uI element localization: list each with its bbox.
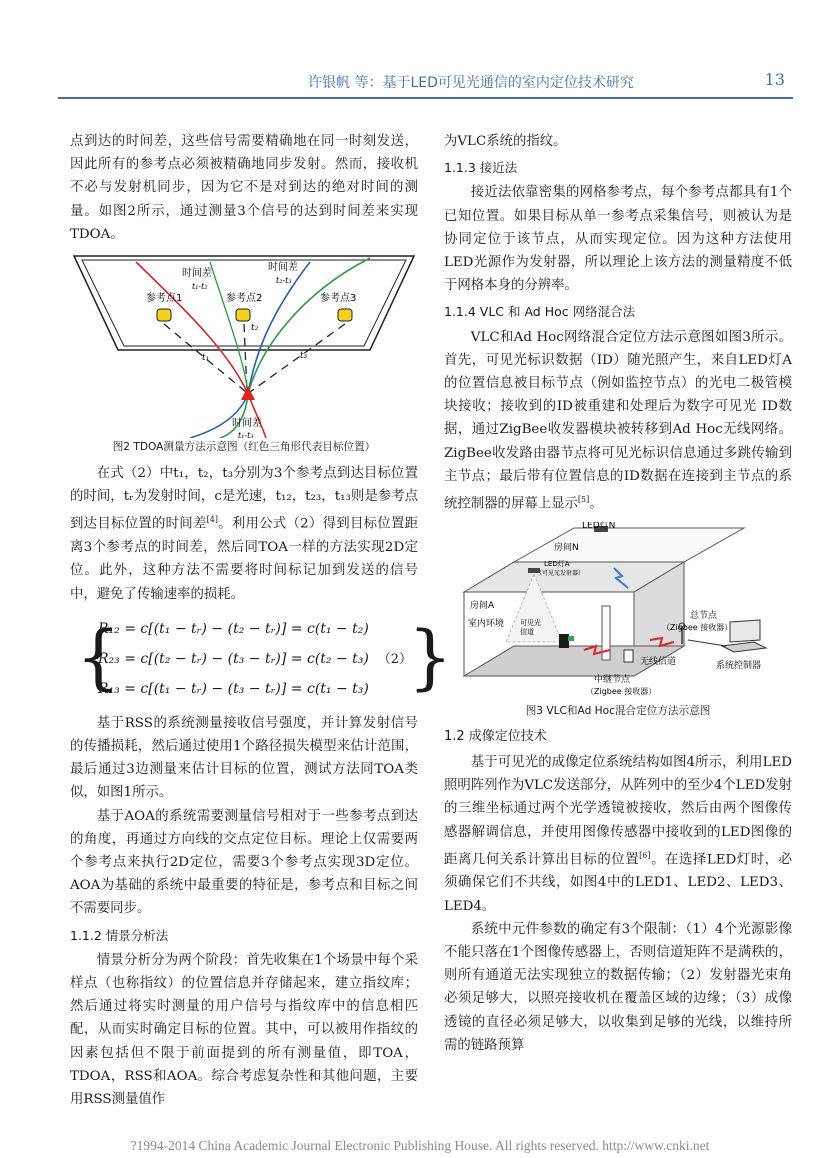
equation-line-1: R₁₂ = c[(t₁ − tᵣ) − (t₂ − tᵣ)] = c(t₁ − t₂) (98, 620, 369, 637)
target-triangle-icon (241, 386, 255, 400)
time-diff-1-label: 时间差 (182, 268, 212, 280)
running-header (58, 72, 793, 96)
relay-node-label: 中继节点 (594, 674, 631, 685)
paragraph-adhoc-text: VLC和Ad Hoc网络混合定位方法示意图如图3所示。首先，可见光标识数据（ID）随光照产生，来自LED灯A的位置信息被目标节点（例如监控节点）的光电二极管模块接收；接收到的ID被重建和处理后为数字可见光 ID数据，通过ZigBee收发器模块被转移到Ad Hoc无线网络。ZigBee收发路由器节点将可见光标识信息通过多跳传输到主节点；最后带有位置信息的ID数据在连接到主节点的系统控制器的屏幕上显示 (444, 329, 792, 512)
main-node-label: 总节点 (690, 610, 718, 621)
paragraph-vlc-fingerprint: 为VLC系统的指纹。 (444, 134, 567, 149)
paragraph-constraints: 系统中元件参数的确定有3个限制：（1）4个光源影像不能只落在1个图像传感器上，否则信道矩阵不是满秩的，则所有通道无法实现独立的数据传输；（2）发射器光束角必须足够大，以照亮接收机在覆盖区域的边缘；（3）成像透镜的直径必须足够大，以收集到足够的光线，以维持所需的链路预算 (444, 921, 792, 1053)
equation-line-2: R₂₃ = c[(t₂ − tᵣ) − (t₃ − tᵣ)] = c(t₂ − t₃) (98, 650, 369, 667)
time-diff-3-sub: t₁-t₃ (238, 431, 254, 439)
t2-label: t₂ (251, 323, 259, 334)
paragraph-imaging-text-2: 。在选择LED灯时，必须确保它们不共线，如图4中的LED1、LED2、LED3、LED4。 (444, 852, 792, 914)
left-column (70, 130, 453, 1111)
target-node-icon (559, 634, 569, 648)
led-a-label: LED灯A (544, 559, 570, 568)
paragraph-adhoc-end: 。 (589, 496, 603, 512)
figure-2-caption: 图2 TDOA测量方法示意图（红色三角形代表目标位置） (112, 441, 376, 454)
right-column (444, 130, 792, 1057)
relay-node-sub: （Zigbee 接收器） (586, 686, 657, 696)
reference-point-3-icon (338, 309, 352, 321)
main-node-sub: （Zigbee 接收器） (662, 622, 733, 632)
heading-1-2: 1.2 成像定位技术 (444, 728, 547, 744)
figure-2 (70, 254, 418, 456)
paragraph-proximity: 接近法依靠密集的网格参考点，每个参考点都具有1个已知位置。如果目标从单一参考点采集信号，则被认为是协同定位于该节点，从而实现定位。因为这种方法使用LED光源作为发射器，所以理论上该方法的测量精度不低于网格本身的分辨率。 (444, 185, 792, 294)
equation-number: （2） (377, 651, 412, 667)
paragraph-eq-explain-text-2: 。利用公式（2）得到目标位置距离3个参考点的时间差，然后同TOA一样的方法实现2D定位。此外，这种方法不需要将时间标记加到发送的信号中，避免了传输速率的损耗。 (70, 516, 418, 602)
led-a-sub: （可见光发射器） (536, 569, 585, 577)
heading-1-1-3: 1.1.3 接近法 (444, 160, 518, 176)
t1-label: t₁ (202, 353, 210, 364)
page-number: 13 (764, 70, 785, 89)
controller-label: 系统控制器 (716, 660, 762, 671)
running-header-title: 许银帆 等：基于LED可见光通信的室内定位技术研究 (308, 75, 634, 91)
wireless-channel-label: 无线信道 (640, 656, 677, 667)
vlc-channel-label-2: 信道 (520, 627, 534, 636)
header-rule (58, 97, 793, 99)
ref1-label: 参考点1 (146, 293, 183, 305)
equation-line-3: R₁₃ = c[(t₁ − tᵣ) − (t₃ − tᵣ)] = c(t₁ − t₃) (98, 680, 369, 697)
room-n-label: 房间N (554, 542, 579, 553)
t3-label: t₃ (300, 351, 308, 362)
paragraph-imaging-text: 基于可见光的成像定位系统结构如图4所示，利用LED照明阵列作为VLC发送部分，从阵列中的至少4个LED发射的三维坐标通过两个光学透镜被接收，然后由两个图像传感器解调信息，并使用图像传感器中接收到的LED图像的距离几何关系计算出目标的位置 (444, 754, 792, 868)
time-diff-2-label: 时间差 (268, 262, 298, 274)
equation-right-brace: } (408, 615, 453, 698)
paragraph-rss: 基于RSS的系统测量接收信号强度，并计算发射信号的传播损耗，然后通过使用1个路径损失模型来估计范围，最后通过3边测量来估计目标的位置，测试方法同TOA类似，如图1所示。 (70, 715, 418, 801)
citation-5: [5] (577, 495, 590, 505)
time-diff-3-label: 时间差 (232, 418, 262, 430)
heading-1-1-4: 1.1.4 VLC 和 Ad Hoc 网络混合法 (444, 304, 636, 320)
relay-node-icon (624, 650, 633, 662)
equation-left-brace: { (76, 615, 121, 698)
ref3-label: 参考点3 (320, 293, 357, 305)
time-diff-1-sub: t₁-t₂ (192, 282, 208, 292)
tdoa-diagram (70, 254, 418, 438)
heading-1-1-2: 1.1.2 情景分析法 (70, 927, 169, 943)
citation-6: [6] (639, 850, 651, 860)
paragraph-imaging (444, 751, 792, 918)
figure-3 (444, 522, 792, 720)
paragraph-eq-explain-text: 在式（2）中t₁，t₂，t₃分别为3个参考点到达目标位置的时间，tᵣ为发射时间，c是光速，t₁₂，t₂₃，t₁₃则是参考点到达目标位置的时间差 (70, 466, 418, 532)
ref2-label: 参考点2 (226, 293, 263, 305)
reference-point-1-icon (157, 309, 171, 321)
citation-4: [4] (206, 515, 218, 525)
equation-lines (98, 614, 369, 704)
paragraph-eq-explain (70, 462, 418, 606)
paragraph-aoa: 基于AOA的系统需要测量信号相对于一些参考点到达的角度，再通过方向线的交点定位目标。理论上仅需要两个参考点来执行2D定位，需要3个参考点实现3D定位。AOA为基础的系统中最重要的特征是，参考点和目标之间不需要同步。 (70, 808, 418, 917)
paragraph-scene-analysis: 情景分析分为两个阶段：首先收集在1个场景中每个采样点（也称指纹）的位置信息并存储起来，建立指纹库；然后通过将实时测量的用户信号与指纹库中的信息相匹配，从而实时确定目标的位置。其中，可以被用作指纹的因素包括但不限于前面提到的所有测量值，即TOA，TDOA，RSS和AOA。综合考虑复杂性和其他问题，主要用RSS测量值作 (70, 952, 418, 1107)
indoor-env-label: 室内环境 (468, 618, 505, 629)
paragraph-adhoc (444, 326, 792, 516)
room-a-label: 房间A (470, 600, 495, 611)
paragraph-tdoa-intro: 点到达的时间差，这些信号需要精确地在同一时刻发送，因此所有的参考点必须被精确地同步发射。然而，接收机不必与发射机同步，因为它不是对到达的绝对时间的测量。如图2所示，通过测量3个信号的达到时间差来实现TDOA。 (70, 134, 418, 242)
vlc-channel-label-1: 可见光 (520, 618, 541, 627)
equation-2 (70, 612, 453, 708)
time-diff-2-sub: t₂-t₃ (276, 276, 292, 286)
reference-point-2-icon (236, 309, 250, 321)
led-n-label: LED灯N (582, 521, 616, 531)
copyright-footer: ?1994-2014 China Academic Journal Electronic Publishing House. All rights reserved. http://www.cnki.net (130, 1138, 710, 1153)
vlc-adhoc-diagram (444, 522, 792, 702)
figure-3-caption: 图3 VLC和Ad Hoc混合定位方法示意图 (525, 704, 711, 717)
